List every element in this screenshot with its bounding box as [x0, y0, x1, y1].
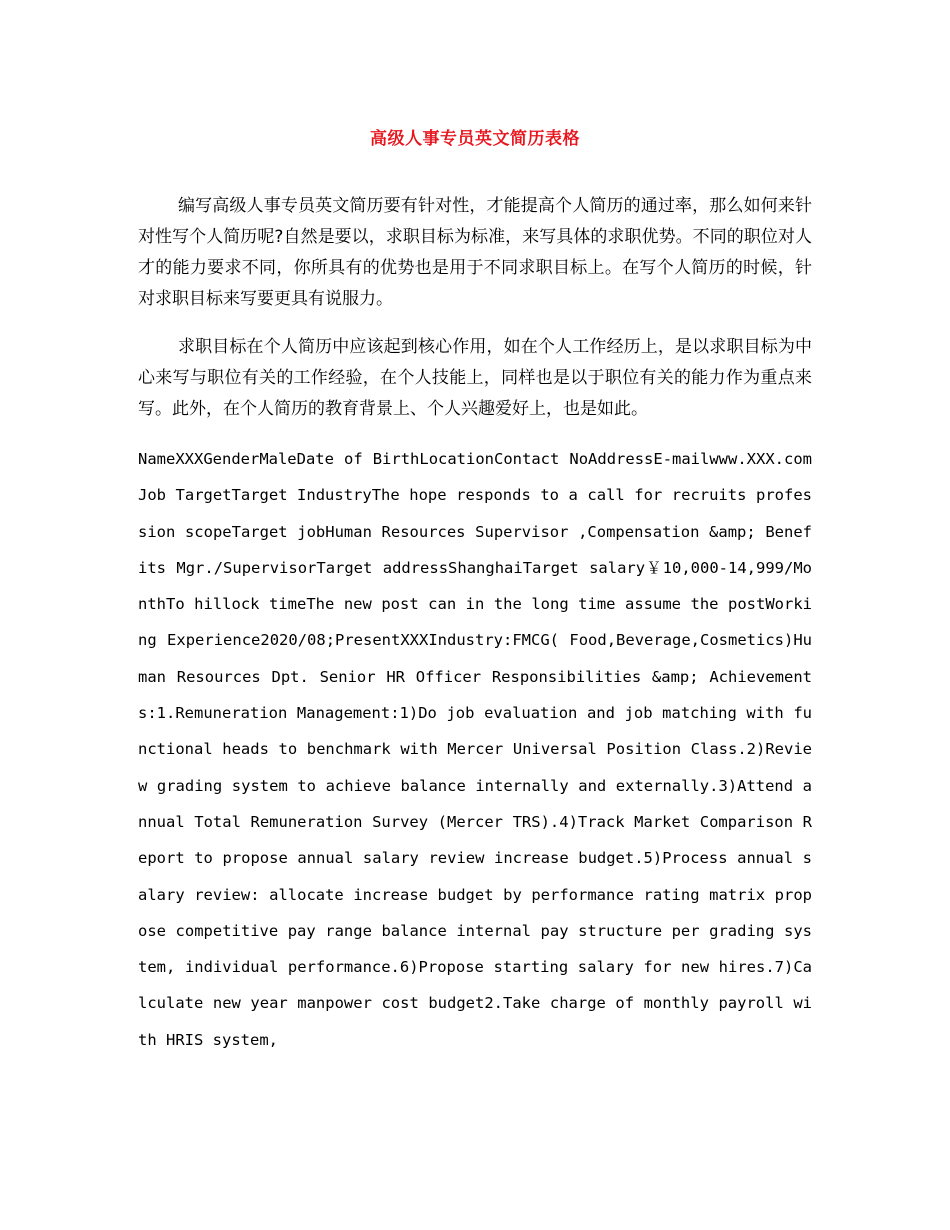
document-title: 高级人事专员英文简历表格: [370, 129, 580, 149]
intro-paragraph-2: 求职目标在个人简历中应该起到核心作用，如在个人工作经历上，是以求职目标为中心来写与职位有关的工作经验，在个人技能上，同样也是以于职位有关的能力作为重点来写。此外，在个人简历的教育背景上、个人兴趣爱好上，也是如此。: [138, 337, 812, 419]
intro-paragraph-1: 编写高级人事专员英文简历要有针对性，才能提高个人简历的通过率，那么如何来针对性写个人简历呢?自然是要以，求职目标为标准，来写具体的求职优势。不同的职位对人才的能力要求不同，你所具有的优势也是用于不同求职目标上。在写个人简历的时候，针对求职目标来写要更具有说服力。: [138, 196, 812, 309]
resume-body-text: NameXXXGenderMaleDate of BirthLocationContact NoAddressE-mailwww.XXX.comJob TargetTarget IndustryThe hope responds to a call for recruits profession scopeTarget jobHuman Resources Supervisor ,Compensation &amp; Benefits Mgr./SupervisorTarget addressShanghaiTarget salary￥10,000-14,999/MonthTo hillock timeThe new post can in the long time assume the postWorking Experience2020/08;PresentXXXIndustry:FMCG( Food,Beverage,Cosmetics)Human Resources Dpt. Senior HR Officer Responsibilities &amp; Achievements:1.Remuneration Management:1)Do job evaluation and job matching with functional heads to benchmark with Mercer Universal Position Class.2)Review grading system to achieve balance internally and externally.3)Attend annual Total Remuneration Survey (Mercer TRS).4)Track Market Comparison Report to propose annual salary review increase budget.5)Process annual salary review: allocate increase budget by performance rating matrix propose competitive pay range balance internal pay structure per grading system, individual performance.6)Propose starting salary for new hires.7)Calculate new year manpower cost budget2.Take charge of monthly payroll with HRIS system,: [138, 450, 812, 1049]
